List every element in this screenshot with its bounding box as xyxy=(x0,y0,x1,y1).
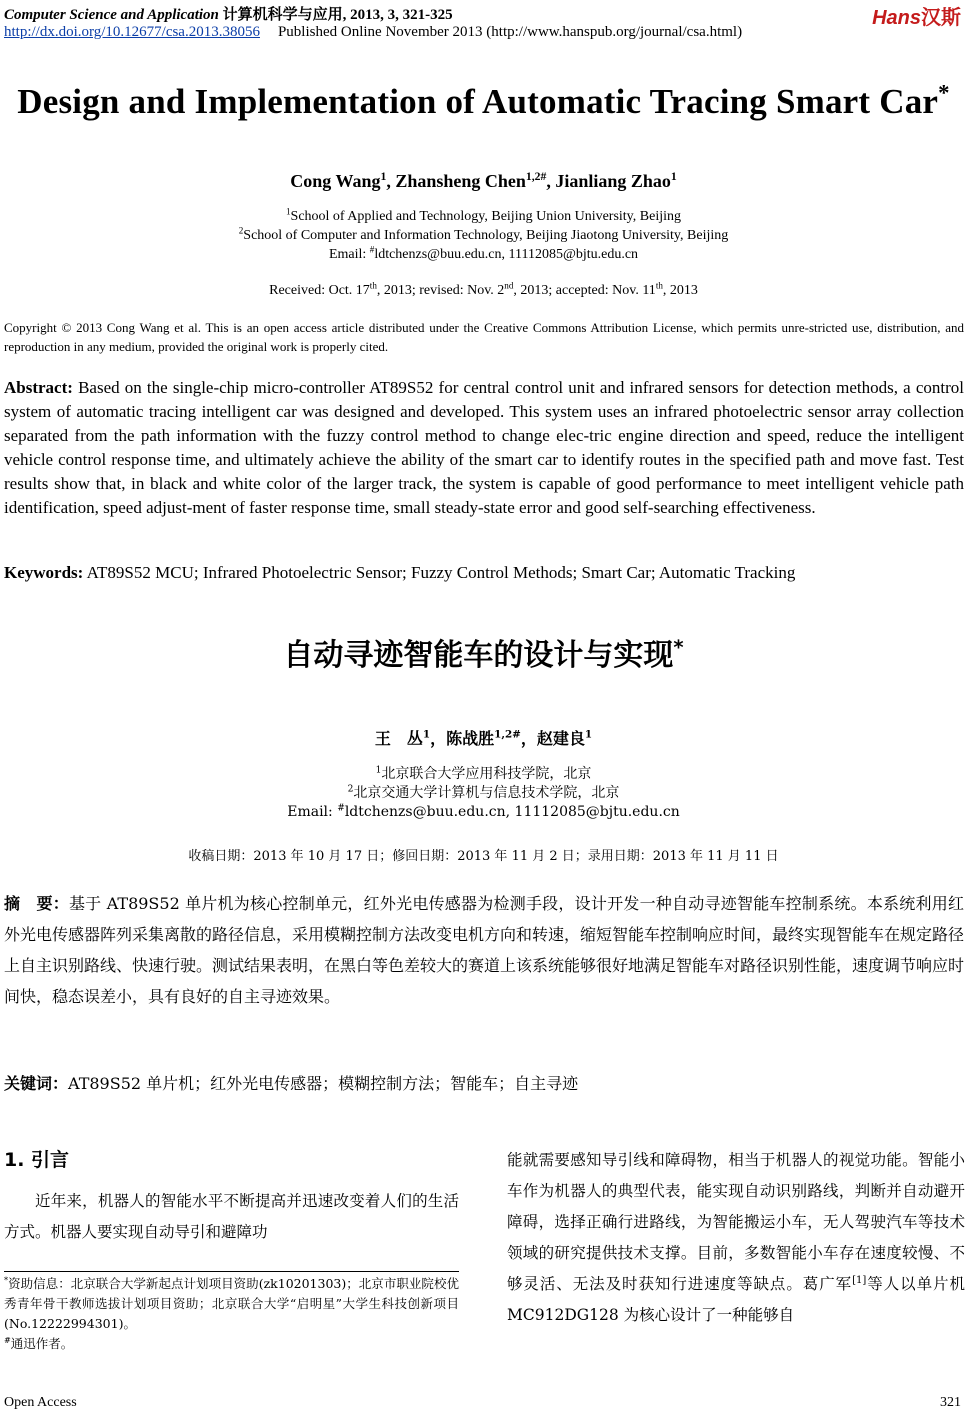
author-cn-2: ，陈战胜 xyxy=(430,729,495,748)
keywords-en-text: AT89S52 MCU; Infrared Photoelectric Sensor; Fuzzy Control Methods; Smart Car; Automatic Tracking xyxy=(83,563,796,582)
doi-link[interactable]: http://dx.doi.org/10.12677/csa.2013.38056 xyxy=(4,24,260,40)
abstract-cn-label: 摘 要： xyxy=(4,894,69,913)
email-cn-text: ldtchenzs@buu.edu.cn, 11112085@bjtu.edu.cn xyxy=(344,804,680,820)
intro-right-text-b: 等人以单片机 MC912DG128 为核心设计了一种能够自 xyxy=(507,1275,965,1324)
aff-cn-1-text: 北京联合大学应用科技学院，北京 xyxy=(381,766,592,782)
logo-cn-text: 汉斯 xyxy=(921,7,961,29)
affiliation-1 xyxy=(0,207,967,226)
footnotes xyxy=(4,1274,459,1354)
journal-name-cn: 计算机科学与应用 xyxy=(222,7,343,23)
title-cn xyxy=(0,630,967,674)
footnote-2-mark: # xyxy=(4,1334,11,1345)
published-online: Published Online November 2013 (http://www.hanspub.org/journal/csa.html) xyxy=(277,24,743,40)
affiliation-2 xyxy=(0,226,967,245)
aff-1-text: School of Applied and Technology, Beijing Union University, Beijing xyxy=(290,209,681,224)
copyright-notice: Copyright © 2013 Cong Wang et al. This is an open access article distributed under the Creative Commons Attribution License, which permits unre-stricted use, distribution, and reproduction in any medium, provided the original work is properly cited. xyxy=(4,320,964,354)
email-line-cn xyxy=(0,803,967,822)
affiliations-cn xyxy=(0,765,967,822)
email-cn-label: Email: xyxy=(287,804,338,820)
keywords-cn-text: AT89S52 单片机；红外光电传感器；模糊控制方法；智能车；自主寻迹 xyxy=(68,1074,579,1093)
publisher-logo xyxy=(872,1,961,30)
author-cn-3: ，赵建良 xyxy=(520,729,585,748)
doi-line xyxy=(4,24,742,41)
email-line xyxy=(0,245,967,264)
keywords-cn-label: 关键词： xyxy=(4,1074,69,1093)
author-cn-1: 王 丛 xyxy=(374,729,423,748)
received-sup-3: th xyxy=(655,280,663,291)
footnote-1-mark: * xyxy=(4,1274,9,1285)
received-part-1: Received: Oct. 17 xyxy=(269,283,370,298)
received-dates-en xyxy=(0,280,967,299)
author-cn-2-sup: 1,2# xyxy=(494,728,521,741)
page-number: 321 xyxy=(940,1395,961,1410)
title-en xyxy=(0,82,967,122)
aff-cn-2-text: 北京交通大学计算机与信息技术学院，北京 xyxy=(353,785,620,801)
affiliations-en xyxy=(0,207,967,264)
email-sup: # xyxy=(369,244,375,255)
affiliation-cn-1 xyxy=(0,765,967,784)
aff-2-text: School of Computer and Information Technology, Beijing Jiaotong University, Beijing xyxy=(243,228,729,243)
author-1: Cong Wang xyxy=(290,171,381,191)
keywords-cn xyxy=(4,1071,964,1094)
abstract-en-label: Abstract: xyxy=(4,378,73,397)
title-en-footnote-mark: * xyxy=(938,80,950,106)
intro-paragraph-right xyxy=(507,1145,965,1331)
journal-volume-info: , 2013, 3, 321-325 xyxy=(342,7,453,23)
keywords-en-label: Keywords: xyxy=(4,563,84,582)
aff-cn-1-sup: 1 xyxy=(375,765,382,776)
title-cn-footnote-mark: * xyxy=(673,636,684,659)
aff-2-sup: 2 xyxy=(238,225,244,236)
abstract-cn-text: 基于 AT89S52 单片机为核心控制单元，红外光电传感器为检测手段，设计开发一种自动寻迹智能车控制系统。本系统利用红外光电传感器阵列采集离散的路径信息，采用模糊控制方法改变电机方向和转速，缩短智能车控制响应时间，最终实现智能车在规定路径上自主识别路线、快速行驶。测试结果表明，在黑白等色差较大的赛道上该系统能够很好地满足智能车对路径识别性能，速度调节响应时间快，稳态误差小，具有良好的自主寻迹效果。 xyxy=(4,894,965,1006)
received-part-2: , 2013; revised: Nov. 2 xyxy=(376,283,505,298)
author-1-sup: 1 xyxy=(380,170,387,183)
affiliation-cn-2 xyxy=(0,784,967,803)
received-sup-1: th xyxy=(369,280,377,291)
title-cn-text: 自动寻迹智能车的设计与实现 xyxy=(283,638,674,673)
intro-paragraph-left: 近年来，机器人的智能水平不断提高并迅速改变着人们的生活方式。机器人要实现自动导引和避障功 xyxy=(4,1192,459,1241)
received-dates-cn: 收稿日期：2013 年 10 月 17 日；修回日期：2013 年 11 月 2 日；录用日期：2013 年 11 月 11 日 xyxy=(188,849,779,864)
logo-hans-text: Hans xyxy=(872,7,921,29)
footnote-2-text: 通迅作者。 xyxy=(10,1336,74,1351)
abstract-en-text: Based on the single-chip micro-controller AT89S52 for central control unit and infrared sensors for detection methods, a control system of automatic tracing intelligent car was designed and developed. This system uses an infrared photoelectric sensor array collection separated from the path information with the fuzzy control method to change elec-tric engine direction and speed, reduce the intelligent vehicle control response time, and ultimately achieve the ability of the smart car to identify routes in the specified path and move fast. Test results show that, in black and white color of the larger track, the system is capable of good performance to meet intelligent vehicle path identification, speed adjust-ment of faster response time, small steady-state error and good self-searching effectiveness. xyxy=(4,378,964,517)
author-3-sup: 1 xyxy=(670,170,677,183)
email-cn-sup: # xyxy=(337,803,345,814)
author-2-sup: 1,2# xyxy=(525,170,547,183)
journal-name-en: Computer Science and Application xyxy=(4,7,219,23)
author-cn-3-sup: 1 xyxy=(584,728,593,741)
author-cn-1-sup: 1 xyxy=(422,728,431,741)
authors-cn xyxy=(0,726,967,749)
author-3: , Jianliang Zhao xyxy=(546,171,671,191)
footnote-divider xyxy=(4,1271,459,1272)
abstract-en xyxy=(4,376,964,520)
footnote-1-text: 资助信息：北京联合大学新起点计划项目资助(zk10201303)；北京市职业院校优秀青年骨干教师选拔计划项目资助；北京联合大学“启明星”大学生科技创新项目(No.12222994301)。 xyxy=(4,1276,459,1331)
intro-right-text-a: 能就需要感知导引线和障碍物，相当于机器人的视觉功能。智能小车作为机器人的典型代表，能实现自动识别路线，判断并自动避开障碍，选择正确行进路线，为智能搬运小车，无人驾驶汽车等技术领域的研究提供技术支撑。目前，多数智能小车存在速度较慢、不够灵活、无法及时获知行进速度等缺点。葛广军 xyxy=(507,1151,965,1293)
footnote-funding xyxy=(4,1274,459,1334)
received-part-3: , 2013; accepted: Nov. 11 xyxy=(513,283,656,298)
citation-ref-1[interactable]: [1] xyxy=(852,1274,867,1286)
authors-en xyxy=(0,171,967,192)
email-label: Email: xyxy=(328,247,370,262)
abstract-cn xyxy=(4,888,964,1012)
received-part-4: , 2013 xyxy=(662,283,698,298)
email-text: ldtchenzs@buu.edu.cn, 11112085@bjtu.edu.cn xyxy=(374,247,639,262)
left-column xyxy=(4,1145,459,1248)
aff-1-sup: 1 xyxy=(285,206,291,217)
author-2: , Zhansheng Chen xyxy=(386,171,526,191)
section-1-heading: 1. 引言 xyxy=(4,1149,70,1171)
keywords-en xyxy=(4,563,964,583)
footer-open-access: Open Access xyxy=(4,1395,77,1410)
title-en-text: Design and Implementation of Automatic Tracing Smart Car xyxy=(17,82,939,121)
aff-cn-2-sup: 2 xyxy=(347,784,354,795)
footnote-corresponding xyxy=(4,1334,459,1354)
journal-header xyxy=(4,3,453,24)
received-sup-2: nd xyxy=(504,280,514,291)
right-column xyxy=(507,1145,965,1331)
